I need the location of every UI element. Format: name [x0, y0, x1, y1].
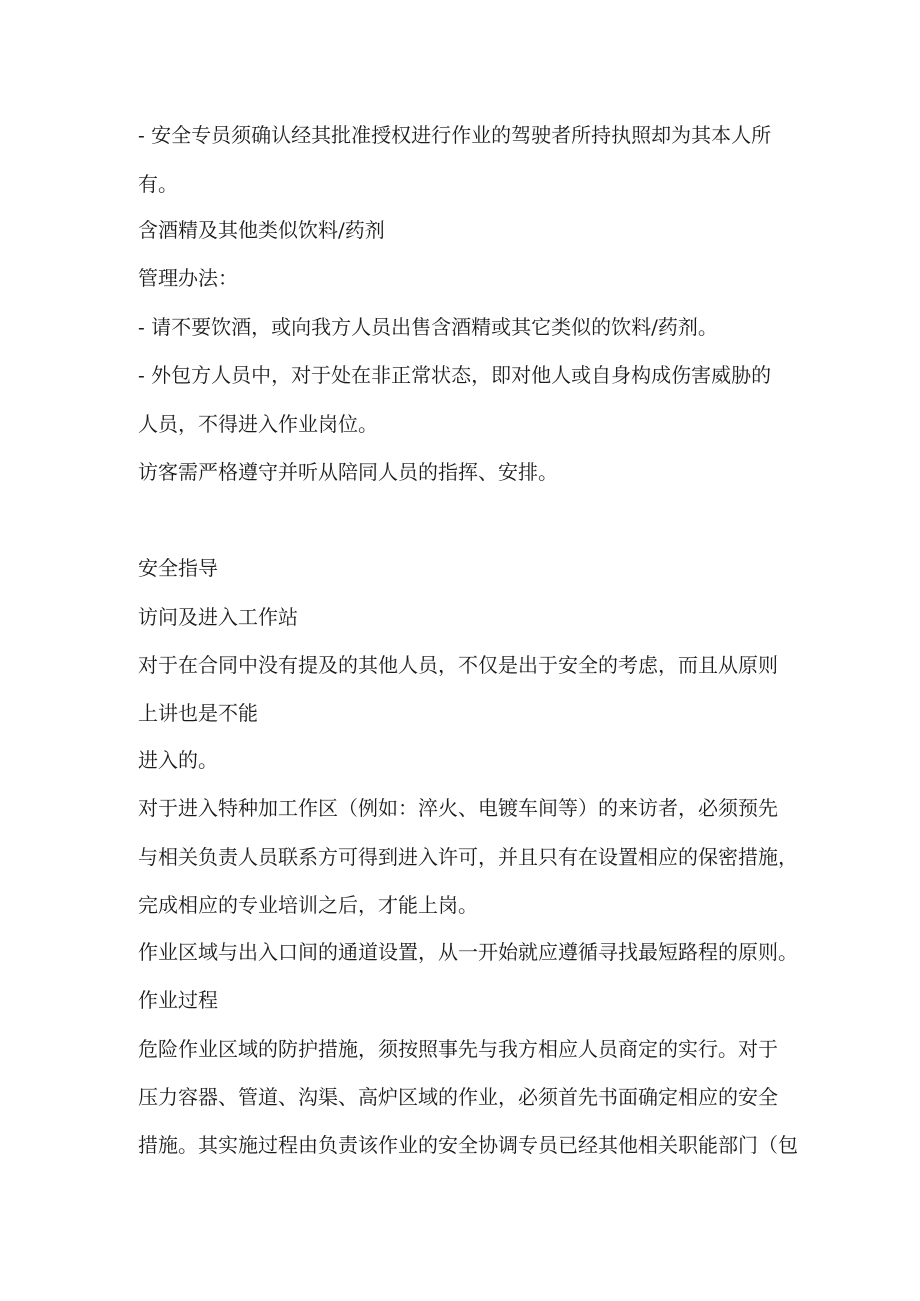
text-line: 对于进入特种加工作区（例如：淬火、电镀车间等）的来访者，必须预先 — [138, 796, 778, 820]
text-line: 进入的。 — [138, 748, 218, 772]
text-line: 访客需严格遵守并听从陪同人员的指挥、安排。 — [138, 460, 558, 484]
text-line: 管理办法： — [138, 266, 238, 290]
text-line: 有。 — [138, 172, 178, 196]
text-line: 与相关负责人员联系方可得到进入许可，并且只有在设置相应的保密措施， — [138, 845, 798, 869]
text-line: - 安全专员须确认经其批准授权进行作业的驾驶者所持执照却为其本人所 — [138, 123, 772, 147]
text-line: - 请不要饮酒，或向我方人员出售含酒精或其它类似的饮料/药剂。 — [138, 315, 718, 339]
text-line: 措施。其实施过程由负责该作业的安全协调专员已经其他相关职能部门（包 — [138, 1133, 798, 1157]
text-line: 危险作业区域的防护措施，须按照事先与我方相应人员商定的实行。对于 — [138, 1037, 778, 1061]
section-heading: 访问及进入工作站 — [138, 605, 298, 629]
text-line: - 外包方人员中，对于处在非正常状态，即对他人或自身构成伤害威胁的 — [138, 363, 772, 387]
section-heading: 含酒精及其他类似饮料/药剂 — [138, 218, 385, 242]
text-line: 压力容器、管道、沟渠、高炉区域的作业，必须首先书面确定相应的安全 — [138, 1085, 778, 1109]
section-heading: 安全指导 — [138, 556, 218, 580]
text-line: 作业区域与出入口间的通道设置，从一开始就应遵循寻找最短路程的原则。 — [138, 940, 798, 964]
text-line: 人员，不得进入作业岗位。 — [138, 412, 378, 436]
text-line: 上讲也是不能 — [138, 701, 258, 725]
text-line: 对于在合同中没有提及的其他人员，不仅是出于安全的考虑，而且从原则 — [138, 653, 778, 677]
section-heading: 作业过程 — [138, 988, 218, 1012]
text-line: 完成相应的专业培训之后，才能上岗。 — [138, 893, 478, 917]
